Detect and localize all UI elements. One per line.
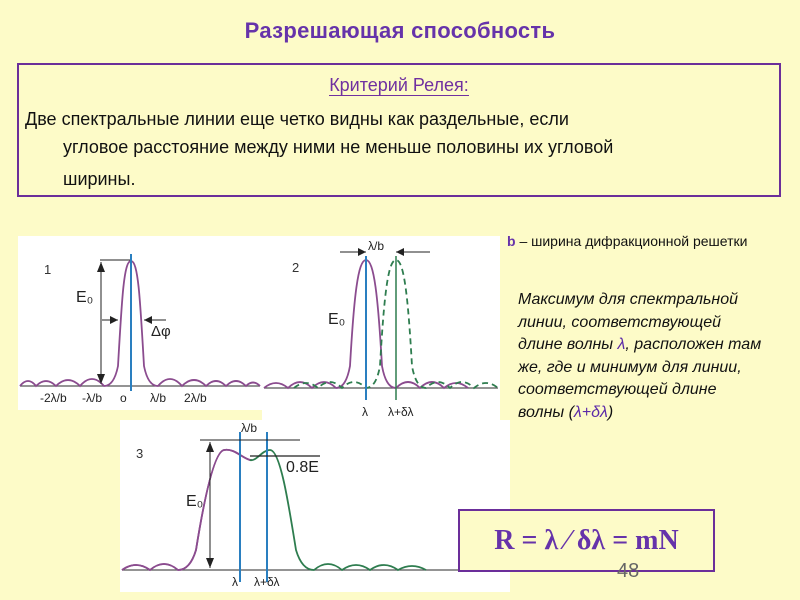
figure-2-tick: λ — [362, 405, 368, 419]
figure-1-e0-label: E₀ — [76, 289, 94, 306]
figure-2-tick: λ+δλ — [388, 405, 414, 419]
figure-1-graph — [18, 236, 262, 410]
criterion-box — [17, 63, 781, 197]
figure-2-e0-label: E₀ — [328, 311, 346, 328]
figure-3-e0-label: E₀ — [186, 493, 204, 510]
criterion-line-1: Две спектральные линии еще четко видны как раздельные, если — [25, 109, 569, 129]
figure-1-tick: o — [120, 391, 127, 405]
figure-1-tick: 2λ/b — [184, 391, 207, 405]
slide-title: Разрешающая способность — [244, 18, 556, 43]
figure-3-number: 3 — [136, 446, 144, 461]
figure-1-panel — [18, 236, 262, 410]
figure-3-panel — [120, 420, 510, 592]
figure-1-dphi-label: Δφ — [151, 323, 171, 340]
figure-3-top-label: λ/b — [241, 421, 258, 435]
figure-2-number: 2 — [292, 260, 300, 275]
resolving-power-formula: R = λ ⁄ δλ = mN — [458, 509, 715, 572]
criterion-text — [25, 105, 770, 193]
page-number: 48 — [617, 560, 640, 582]
figure-1-tick: -λ/b — [82, 391, 103, 405]
figure-2-graph — [262, 236, 500, 420]
figure-1-tick: -2λ/b — [40, 391, 67, 405]
figure-3-graph — [120, 420, 510, 592]
figure-1-tick: λ/b — [150, 391, 167, 405]
figure-3-tick: λ — [232, 575, 238, 589]
maximum-note: Максимум для спектральной линии, соответствующей длине волны λ, расположен там же, где и минимум для линии, соответствующей длине волны (λ+δλ) — [518, 291, 762, 421]
criterion-line-2: угловое расстояние между ними не меньше половины их угловой — [63, 137, 614, 157]
figure-3-level-label: 0.8E — [286, 459, 319, 476]
figure-2-top-label: λ/b — [368, 239, 385, 253]
figure-2-panel — [262, 236, 500, 420]
criterion-line-3: ширины. — [63, 169, 136, 189]
criterion-title: Критерий Релея: — [329, 75, 469, 95]
figure-3-tick: λ+δλ — [254, 575, 280, 589]
figure-1-number: 1 — [44, 262, 52, 277]
grating-width-note: b – ширина дифракционной решетки — [507, 233, 748, 249]
